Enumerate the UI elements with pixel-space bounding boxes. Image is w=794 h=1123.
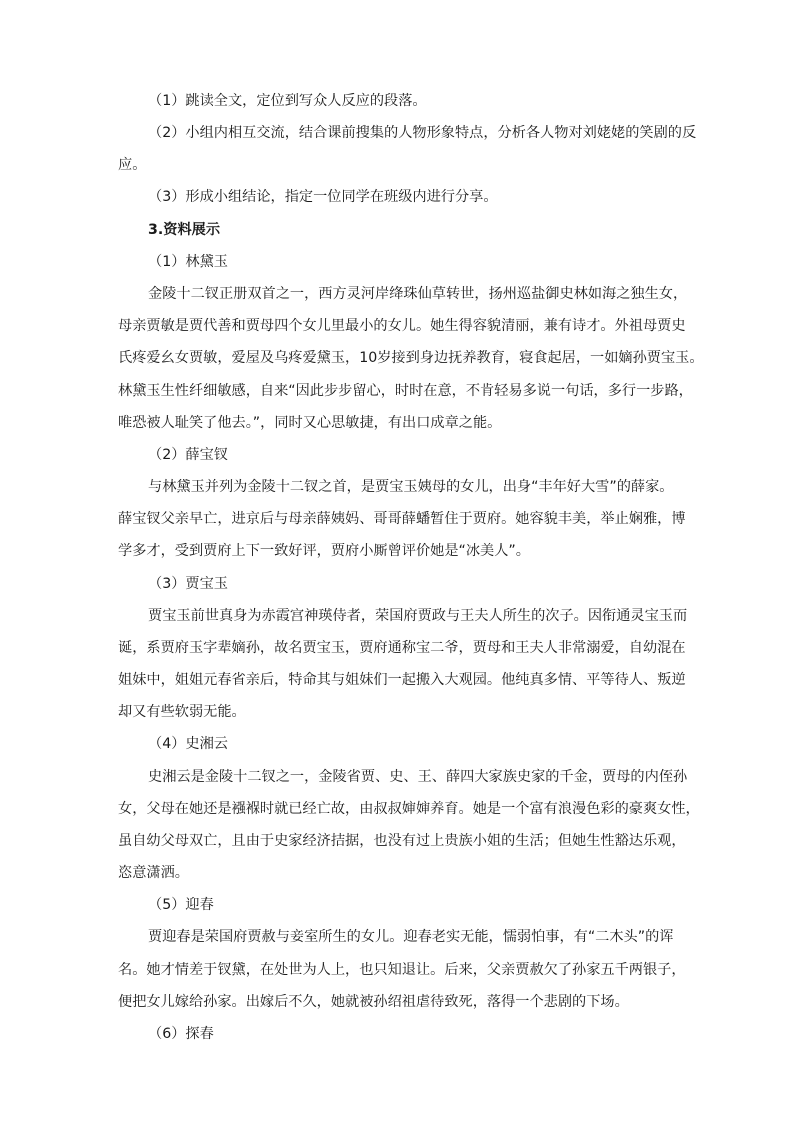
text-line: 虽自幼父母双亡，且由于史家经济拮据，也没有过上贵族小姐的生活；但她生性豁达乐观， xyxy=(118,833,686,849)
text-line: 诞，系贾府玉字辈嫡孙，故名贾宝玉，贾府通称宝二爷，贾母和王夫人非常溺爱，自幼混在 xyxy=(118,640,686,656)
text-line: 林黛玉生性纤细敏感，自来“因此步步留心，时时在意，不肯轻易多说一句话，多行一步路， xyxy=(118,383,693,399)
text-line: 却又有些软弱无能。 xyxy=(118,704,246,720)
text-line: （2）小组内相互交流，结合课前搜集的人物形象特点，分析各人物对刘姥姥的笑剧的反 xyxy=(148,125,697,141)
text-line: （6）探春 xyxy=(148,1026,214,1042)
text-line: （4）史湘云 xyxy=(148,736,228,752)
text-line: 应。 xyxy=(118,157,147,173)
text-line: 唯恐被人耻笑了他去。”，同时又心思敏捷，有出口成章之能。 xyxy=(118,415,502,431)
text-line: 氏疼爱幺女贾敏，爱屋及乌疼爱黛玉，10岁接到身边抚养教育，寝食起居，一如嫡孙贾宝玉。 xyxy=(118,350,704,366)
text-line: 金陵十二钗正册双首之一，西方灵河岸绛珠仙草转世，扬州巡盐御史林如海之独生女， xyxy=(148,286,688,302)
text-line: 学多才，受到贾府上下一致好评，贾府小厮曾评价她是“冰美人”。 xyxy=(118,543,530,559)
text-line: 便把女儿嫁给孙家。出嫁后不久，她就被孙绍祖虐待致死，落得一个悲剧的下场。 xyxy=(118,994,629,1010)
text-line: 姐妹中，姐姐元春省亲后，特命其与姐妹们一起搬入大观园。他纯真多情、平等待人、叛逆 xyxy=(118,672,686,688)
text-line: 恣意潇洒。 xyxy=(118,865,189,881)
text-line: 薛宝钗父亲早亡，进京后与母亲薛姨妈、哥哥薛蟠暂住于贾府。她容貌丰美，举止娴雅，博 xyxy=(118,511,686,527)
text-line: 史湘云是金陵十二钗之一，金陵省贾、史、王、薛四大家族史家的千金，贾母的内侄孙 xyxy=(148,769,688,785)
text-line: （5）迎春 xyxy=(148,897,214,913)
text-line: 贾宝玉前世真身为赤霞宫神瑛侍者，荣国府贾政与王夫人所生的次子。因衔通灵宝玉而 xyxy=(148,608,688,624)
text-line: 与林黛玉并列为金陵十二钗之首，是贾宝玉姨母的女儿，出身“丰年好大雪”的薛家。 xyxy=(148,479,674,495)
text-line: （1）林黛玉 xyxy=(148,254,228,270)
text-line: （3）贾宝玉 xyxy=(148,576,228,592)
text-line: 名。她才情差于钗黛，在处世为人上，也只知退让。后来，父亲贾赦欠了孙家五千两银子， xyxy=(118,962,686,978)
text-line: （2）薛宝钗 xyxy=(148,447,228,463)
section-heading: 3.资料展示 xyxy=(148,222,221,238)
text-line: （1）跳读全文，定位到写众人反应的段落。 xyxy=(148,93,427,109)
text-line: 女，父母在她还是襁褓时就已经亡故，由叔叔婶婶养育。她是一个富有浪漫色彩的豪爽女性， xyxy=(118,801,700,817)
text-line: 贾迎春是荣国府贾赦与妾室所生的女儿。迎春老实无能，懦弱怕事，有“二木头”的诨 xyxy=(148,929,674,945)
text-line: （3）形成小组结论，指定一位同学在班级内进行分享。 xyxy=(148,189,498,205)
text-line: 母亲贾敏是贾代善和贾母四个女儿里最小的女儿。她生得容貌清丽，兼有诗才。外祖母贾史 xyxy=(118,318,686,334)
